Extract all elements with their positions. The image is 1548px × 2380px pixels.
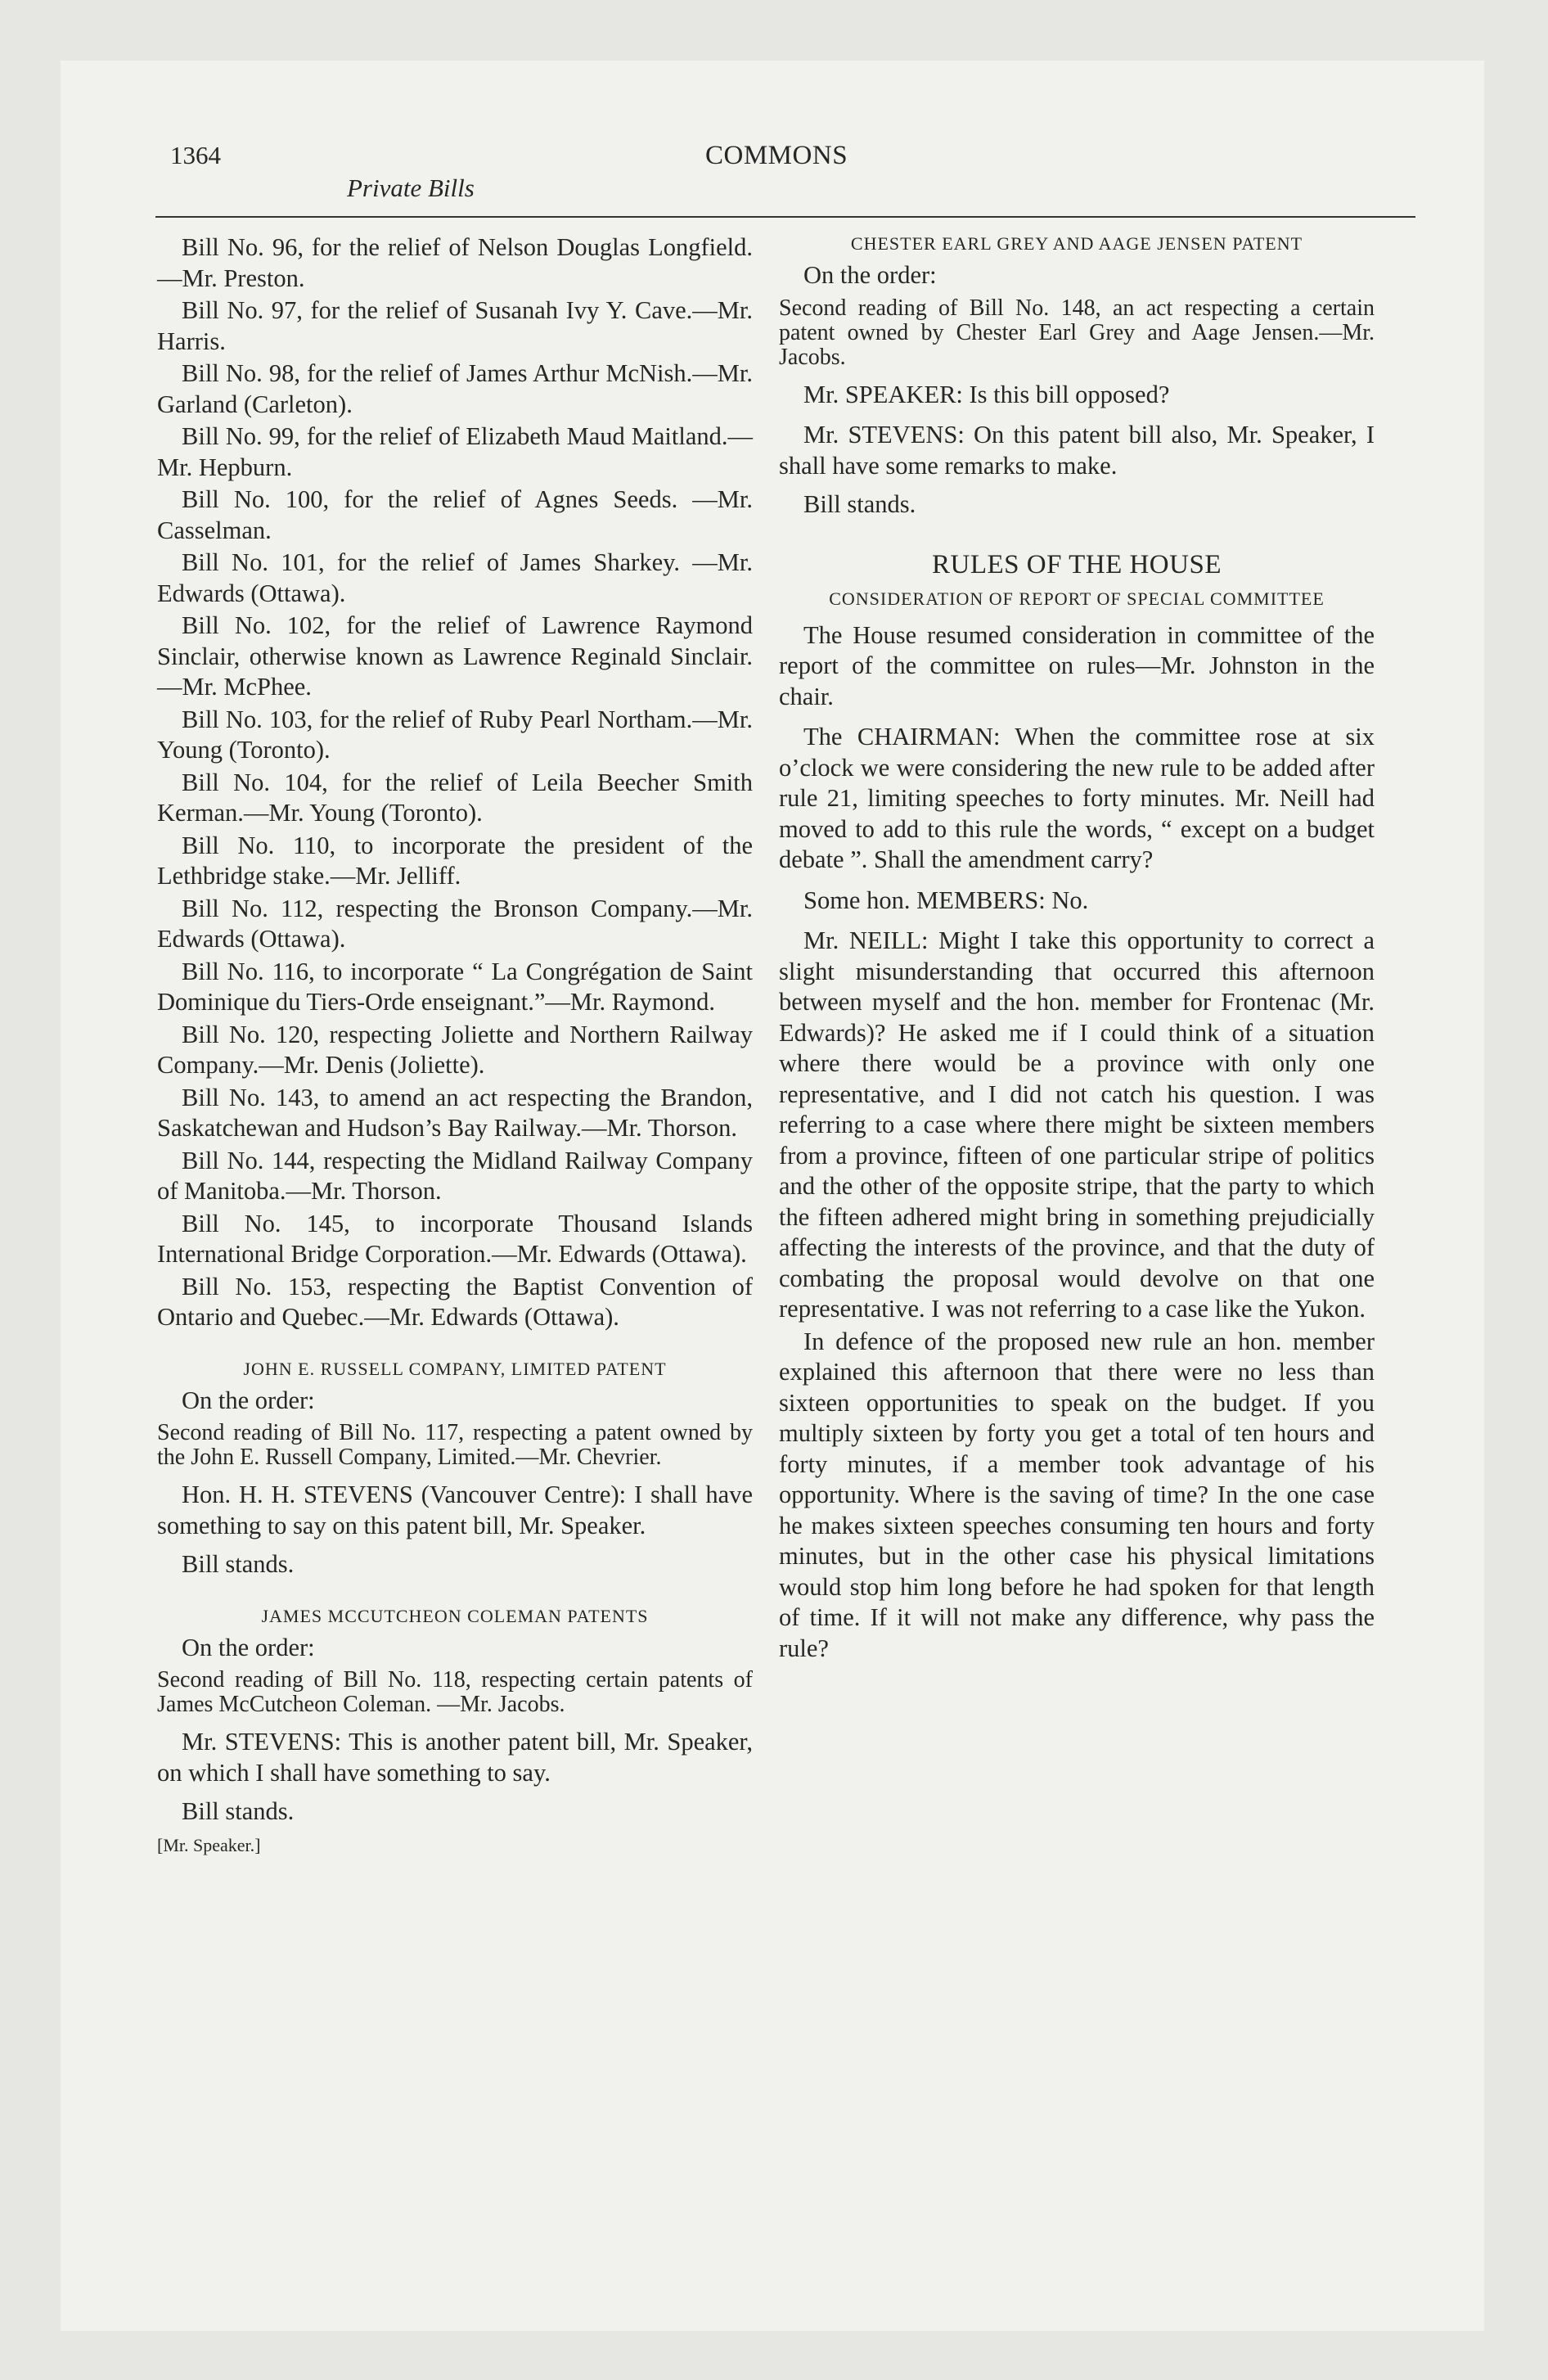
speech-stevens: Hon. H. H. STEVENS (Vancouver Centre): I shall have something to say on this patent bill, Mr. Speaker. xyxy=(157,1481,753,1539)
members-reply: Some hon. MEMBERS: No. xyxy=(803,886,1089,914)
bill-entry: Bill No. 103, for the relief of Ruby Pearl Northam.—Mr. Young (Toronto). xyxy=(157,705,753,764)
order-label: On the order: xyxy=(182,1633,315,1661)
page-subtitle: Private Bills xyxy=(347,174,475,202)
neill-speech: Mr. NEILL: Might I take this opportunity to correct a slight misunderstanding that occurred this afternoon between myself and the hon. member for Frontenac (Mr. Edwards)? He asked me if I could think of a situation where there would be a province with only one representative, and I did not catch his question. I was referring to a case where there might be sixteen members from a province, fifteen of one particular stripe of politics and the other of the opposite stripe, that the party to which the fifteen adhered might bring in something prejudicially affecting the interests of the province, and that the duty of combating the proposal would devolve on that one representative. I was not referring to a case like the Yukon. xyxy=(779,926,1375,1323)
page-title: COMMONS xyxy=(705,141,848,170)
bill-entry: Bill No. 96, for the relief of Nelson Douglas Longfield.—Mr. Preston. xyxy=(157,233,753,292)
speech-speaker: Mr. SPEAKER: Is this bill opposed? xyxy=(803,380,1170,408)
bill-entry: Bill No. 153, respecting the Baptist Convention of Ontario and Quebec.—Mr. Edwards (Ottawa). xyxy=(157,1272,753,1331)
bill-stands: Bill stands. xyxy=(182,1797,295,1825)
left-column xyxy=(157,232,753,1859)
order-label: On the order: xyxy=(182,1386,315,1414)
speech-stevens: Mr. STEVENS: This is another patent bill, Mr. Speaker, on which I shall have something to say. xyxy=(157,1728,753,1787)
bill-entry: Bill No. 116, to incorporate “ La Congrégation de Saint Dominique du Tiers-Orde enseignant.”—Mr. Raymond. xyxy=(157,957,753,1016)
page-number: 1364 xyxy=(170,141,221,169)
rules-subheading: CONSIDERATION OF REPORT OF SPECIAL COMMITTEE xyxy=(829,588,1325,609)
bill-entry: Bill No. 102, for the relief of Lawrence Raymond Sinclair, otherwise known as Lawrence Reginald Sinclair.—Mr. McPhee. xyxy=(157,611,753,701)
right-column xyxy=(779,232,1375,1666)
speech-stevens: Mr. STEVENS: On this patent bill also, Mr. Speaker, I shall have some remarks to make. xyxy=(779,421,1375,480)
order-label: On the order: xyxy=(803,261,937,289)
chairman-speech: The CHAIRMAN: When the committee rose at six o’clock we were considering the new rule to be added after rule 21, limiting speeches to forty minutes. Mr. Neill had moved to add to this rule the words, “ except on a budget debate ”. Shall the amendment carry? xyxy=(779,723,1375,873)
bill-entry: Bill No. 97, for the relief of Susanah Ivy Y. Cave.—Mr. Harris. xyxy=(157,296,753,355)
bill-stands: Bill stands. xyxy=(803,490,916,518)
bill-entry: Bill No. 100, for the relief of Agnes Seeds. —Mr. Casselman. xyxy=(157,485,753,544)
bill-entry: Bill No. 112, respecting the Bronson Company.—Mr. Edwards (Ottawa). xyxy=(157,894,753,953)
bill-entry: Bill No. 110, to incorporate the president of the Lethbridge stake.—Mr. Jelliff. xyxy=(157,831,753,890)
grey-jensen-heading: CHESTER EARL GREY AND AAGE JENSEN PATENT xyxy=(850,233,1303,254)
russell-patent-heading: JOHN E. RUSSELL COMPANY, LIMITED PATENT xyxy=(243,1358,667,1379)
bill-entry: Bill No. 104, for the relief of Leila Beecher Smith Kerman.—Mr. Young (Toronto). xyxy=(157,768,753,827)
bill-entry: Bill No. 144, respecting the Midland Railway Company of Manitoba.—Mr. Thorson. xyxy=(157,1146,753,1205)
bill-stands: Bill stands. xyxy=(182,1550,295,1578)
bill-entry: Bill No. 101, for the relief of James Sharkey. —Mr. Edwards (Ottawa). xyxy=(157,548,753,607)
motion-text: Second reading of Bill No. 118, respecting certain patents of James McCutcheon Coleman. —Mr. Jacobs. xyxy=(157,1667,753,1717)
neill-speech-cont: In defence of the proposed new rule an hon. member explained this afternoon that there were no less than sixteen opportunities to speak on the budget. If you multiply sixteen by forty you get a total of ten hours and forty minutes, if a member took advantage of his opportunity. Where is the saving of time? In the one case he makes sixteen speeches consuming ten hours and forty minutes, but in the other case his physical limitations would stop him long before he had spoken for that length of time. If it will not make any difference, why pass the rule? xyxy=(779,1327,1375,1662)
header-rule xyxy=(155,216,1415,218)
coleman-patents-heading: JAMES MCCUTCHEON COLEMAN PATENTS xyxy=(261,1605,649,1626)
rules-paragraph: The House resumed consideration in committee of the report of the committee on rules—Mr. Johnston in the chair. xyxy=(779,620,1375,710)
bill-entry: Bill No. 98, for the relief of James Arthur McNish.—Mr. Garland (Carleton). xyxy=(157,359,753,418)
bill-entry: Bill No. 143, to amend an act respecting the Brandon, Saskatchewan and Hudson’s Bay Railway.—Mr. Thorson. xyxy=(157,1083,753,1142)
bill-entry: Bill No. 99, for the relief of Elizabeth Maud Maitland.—Mr. Hepburn. xyxy=(157,422,753,481)
bill-entry: Bill No. 145, to incorporate Thousand Islands International Bridge Corporation.—Mr. Edwards (Ottawa). xyxy=(157,1209,753,1268)
speaker-footer: [Mr. Speaker.] xyxy=(157,1834,261,1855)
motion-text: Second reading of Bill No. 117, respecting a patent owned by the John E. Russell Company, Limited.—Mr. Chevrier. xyxy=(157,1420,753,1470)
rules-heading: RULES OF THE HOUSE xyxy=(931,549,1222,579)
bill-entry: Bill No. 120, respecting Joliette and Northern Railway Company.—Mr. Denis (Joliette). xyxy=(157,1020,753,1079)
motion-text: Second reading of Bill No. 148, an act respecting a certain patent owned by Chester Earl Grey and Aage Jensen.—Mr. Jacobs. xyxy=(779,295,1375,370)
